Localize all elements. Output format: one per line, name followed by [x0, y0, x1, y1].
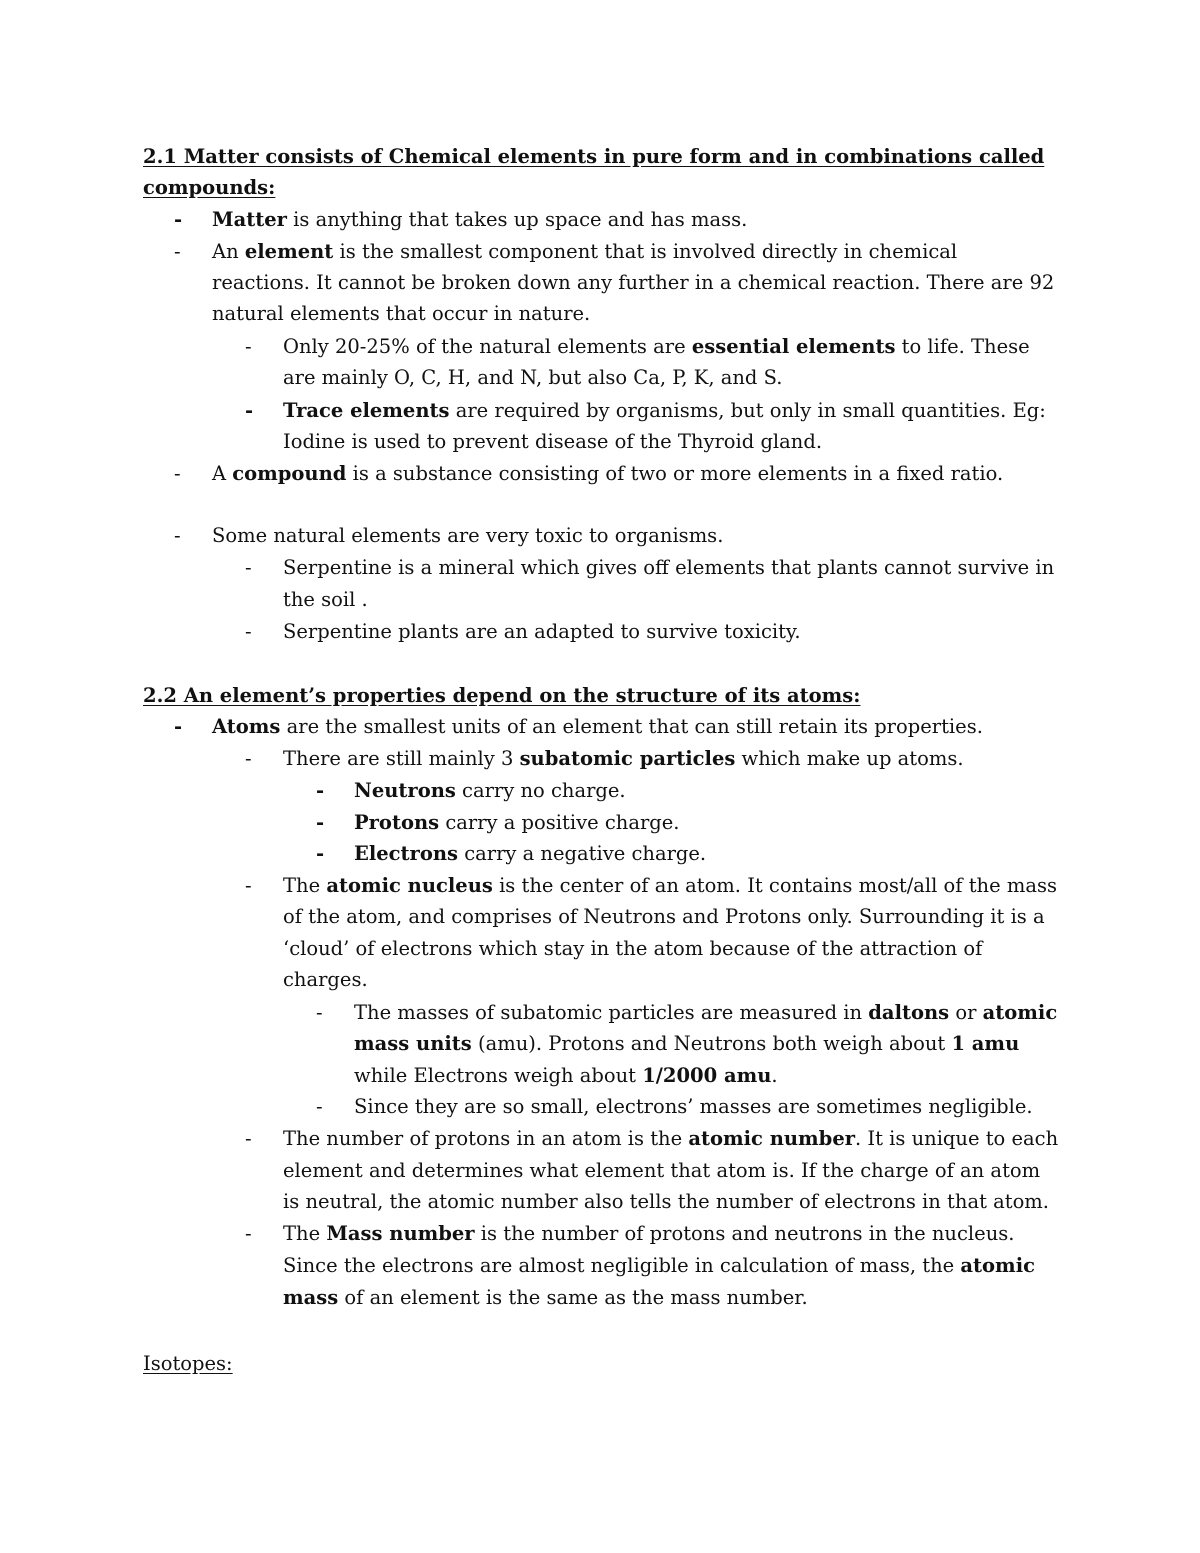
section-2-line-15	[283, 1161, 1040, 1181]
text-run: carry a positive charge.	[439, 811, 680, 834]
bullet-dash: -	[245, 1127, 252, 1150]
text-run: The	[283, 874, 327, 897]
bold-term: Electrons	[354, 842, 458, 865]
bold-term: Protons	[354, 811, 440, 834]
section-2-line-7	[283, 907, 1045, 927]
section-1-line-10	[212, 526, 723, 546]
text-run: is a substance consisting of two or more elements in a fixed ratio.	[346, 462, 1004, 485]
section-2-line-14	[283, 1129, 1058, 1149]
section-1-heading-line-2: compounds:	[143, 176, 276, 199]
bold-term: mass	[283, 1286, 339, 1309]
bold-term: 1 amu	[951, 1032, 1020, 1055]
section-1-line-6	[283, 368, 782, 388]
section-1-line-7	[283, 401, 1046, 421]
bold-term: Neutrons	[354, 779, 456, 802]
bold-term: compound	[232, 462, 347, 485]
section-2-line-2	[283, 749, 964, 769]
text-run: of an element is the same as the mass number.	[338, 1286, 808, 1309]
text-run: Since they are so small, electrons’ masses are sometimes negligible.	[354, 1095, 1033, 1118]
section-2-line-8	[283, 939, 982, 959]
bold-term: Atoms	[212, 715, 281, 738]
text-run: natural elements that occur in nature.	[212, 302, 591, 325]
text-run: are required by organisms, but only in small quantities. Eg:	[449, 399, 1046, 422]
text-run: The	[283, 1222, 327, 1245]
bullet-dash: -	[245, 399, 254, 422]
bullet-dash: -	[316, 842, 325, 865]
bold-term: atomic nucleus	[326, 874, 493, 897]
bullet-dash: -	[174, 524, 181, 547]
bold-term: mass units	[354, 1032, 472, 1055]
text-run: . It is unique to each	[855, 1127, 1059, 1150]
text-run: The masses of subatomic particles are measured in	[354, 1001, 869, 1024]
section-2-line-19	[283, 1288, 808, 1308]
text-run: is the smallest component that is involved directly in chemical	[333, 240, 958, 263]
text-run: element and determines what element that atom is. If the charge of an atom	[283, 1159, 1041, 1182]
bullet-dash: -	[174, 240, 181, 263]
section-2-line-4	[354, 813, 680, 833]
bullet-dash: -	[245, 1222, 252, 1245]
bullet-dash: -	[174, 208, 183, 231]
text-run: are the smallest units of an element that can still retain its properties.	[280, 715, 983, 738]
text-run: Serpentine plants are an adapted to survive toxicity.	[283, 620, 801, 643]
section-2-line-9	[283, 970, 368, 990]
section-2-line-18	[283, 1256, 1035, 1276]
text-run: is the center of an atom. It contains most/all of the mass	[492, 874, 1057, 897]
text-run: while Electrons weigh about	[354, 1064, 643, 1087]
bullet-dash: -	[316, 811, 325, 834]
bold-term: Mass number	[326, 1222, 475, 1245]
bullet-dash: -	[316, 779, 325, 802]
text-run: or	[949, 1001, 983, 1024]
bullet-dash: -	[245, 620, 252, 643]
text-run: ‘cloud’ of electrons which stay in the atom because of the attraction of	[283, 937, 983, 960]
bold-term: atomic	[960, 1254, 1035, 1277]
text-run: A	[212, 462, 233, 485]
bold-term: 1/2000 amu	[642, 1064, 772, 1087]
text-run: Some natural elements are very toxic to organisms.	[212, 524, 724, 547]
section-1-line-3	[212, 273, 1054, 293]
section-2-line-17	[283, 1224, 1014, 1244]
bullet-dash: -	[316, 1095, 323, 1118]
text-run: is the number of protons and neutrons in the nucleus.	[474, 1222, 1015, 1245]
text-run: are mainly O, C, H, and N, but also Ca, P, K, and S.	[283, 366, 783, 389]
section-2-line-11	[354, 1034, 1019, 1054]
text-run: to life. These	[895, 335, 1030, 358]
bold-term: element	[244, 240, 334, 263]
bullet-dash: -	[245, 874, 252, 897]
section-2-line-6	[283, 876, 1057, 896]
text-run: reactions. It cannot be broken down any further in a chemical reaction. There are 92	[212, 271, 1055, 294]
text-run: Since the electrons are almost negligible in calculation of mass, the	[283, 1254, 961, 1277]
text-run: the soil .	[283, 588, 368, 611]
section-3-heading: Isotopes:	[143, 1352, 233, 1375]
section-2-line-13	[354, 1097, 1033, 1117]
text-run: (amu). Protons and Neutrons both weigh about	[471, 1032, 952, 1055]
section-1-line-1	[212, 210, 747, 230]
bold-term: essential elements	[691, 335, 896, 358]
section-1-heading-line-1: 2.1 Matter consists of Chemical elements in pure form and in combinations called	[143, 145, 1045, 168]
bullet-dash: -	[245, 747, 252, 770]
text-run: The number of protons in an atom is the	[283, 1127, 689, 1150]
section-1-line-8	[283, 432, 822, 452]
bold-term: daltons	[868, 1001, 950, 1024]
text-run: Serpentine is a mineral which gives off elements that plants cannot survive in	[283, 556, 1055, 579]
section-2-line-5	[354, 844, 706, 864]
bullet-dash: -	[245, 556, 252, 579]
section-2-line-16	[283, 1192, 1049, 1212]
text-run: carry no charge.	[455, 779, 626, 802]
bold-term: subatomic particles	[519, 747, 736, 770]
text-run: is anything that takes up space and has mass.	[286, 208, 748, 231]
text-run: charges.	[283, 968, 368, 991]
section-1-line-9	[212, 464, 1003, 484]
text-run: There are still mainly 3	[283, 747, 520, 770]
section-2-line-3	[354, 781, 626, 801]
text-run: An	[212, 240, 245, 263]
text-run: carry a negative charge.	[458, 842, 707, 865]
text-run: .	[771, 1064, 778, 1087]
section-1-line-11	[283, 558, 1054, 578]
section-1-line-5	[283, 337, 1030, 357]
bold-term: Trace elements	[283, 399, 450, 422]
bullet-dash: -	[316, 1001, 323, 1024]
section-2-line-12	[354, 1066, 778, 1086]
section-2-heading: 2.2 An element’s properties depend on the structure of its atoms:	[143, 684, 861, 707]
section-1-line-4	[212, 304, 590, 324]
section-1-line-13	[283, 622, 801, 642]
bold-term: atomic number	[688, 1127, 855, 1150]
bullet-dash: -	[174, 462, 181, 485]
bold-term: atomic	[982, 1001, 1058, 1024]
section-2-line-1	[212, 717, 983, 737]
text-run: of the atom, and comprises of Neutrons and Protons only. Surrounding it is a	[283, 905, 1045, 928]
text-run: Only 20-25% of the natural elements are	[283, 335, 692, 358]
section-1-line-12	[283, 590, 368, 610]
text-run: Iodine is used to prevent disease of the Thyroid gland.	[283, 430, 823, 453]
bullet-dash: -	[174, 715, 183, 738]
bullet-dash: -	[245, 335, 252, 358]
section-2-line-10	[354, 1003, 1057, 1023]
text-run: which make up atoms.	[735, 747, 964, 770]
bold-term: Matter	[212, 208, 287, 231]
text-run: is neutral, the atomic number also tells the number of electrons in that atom.	[283, 1190, 1049, 1213]
section-1-line-2	[212, 242, 957, 262]
